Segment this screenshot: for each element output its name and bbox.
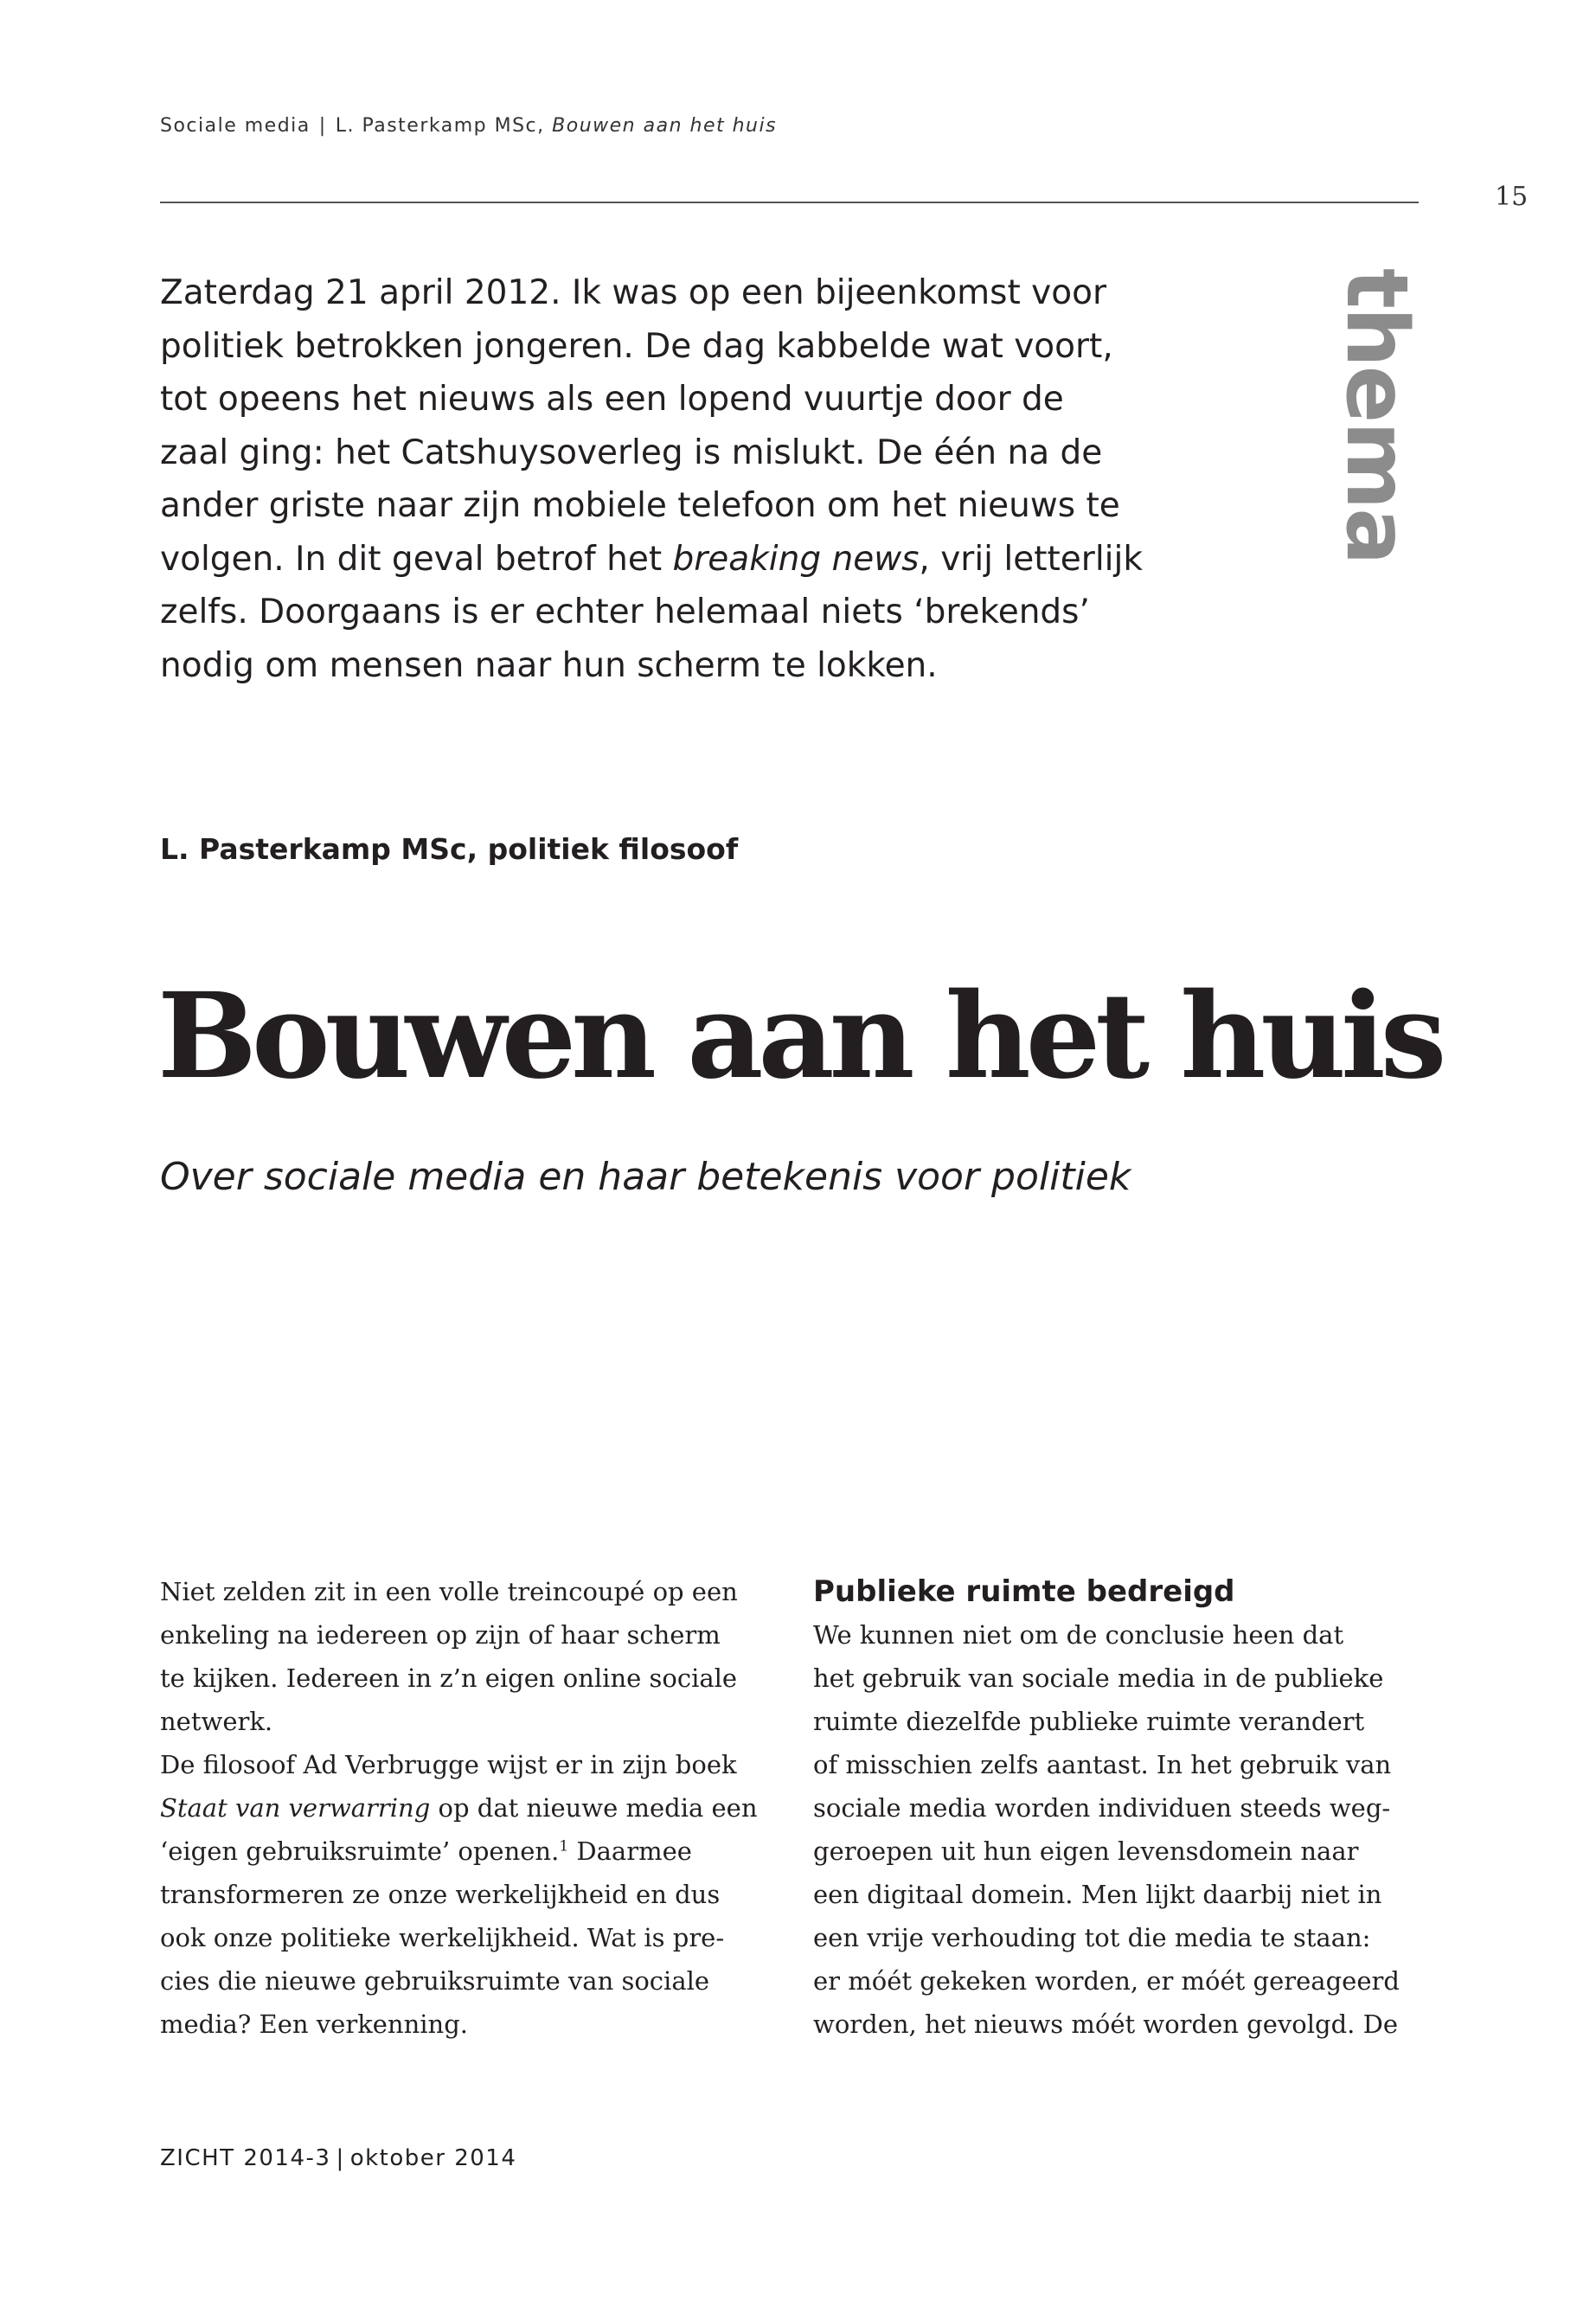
body-line: te kijken. Iedereen in z’n eigen online sociale xyxy=(160,1663,738,1693)
body-line: worden, het nieuws móét worden gevolgd. De xyxy=(813,2009,1398,2039)
intro-line: ander griste naar zijn mobiele telefoon om het nieuws te xyxy=(160,486,1120,525)
intro-line: politiek betrokken jongeren. De dag kabbelde wat voort, xyxy=(160,326,1113,366)
body-text: op dat nieuwe media een xyxy=(430,1793,758,1823)
running-head-author: L. Pasterkamp MSc, xyxy=(335,115,545,137)
body-line: ruimte diezelfde publieke ruimte verandert xyxy=(813,1707,1365,1736)
intro-text: , vrij letterlijk xyxy=(919,539,1143,579)
intro-line: nodig om mensen naar hun scherm te lokken. xyxy=(160,645,938,685)
intro-line: zaal ging: het Catshuysoverleg is mislukt. De één na de xyxy=(160,433,1103,472)
body-line: cies die nieuwe gebruiksruimte van sociale xyxy=(160,1966,710,1996)
body-line: ook onze politieke werkelijkheid. Wat is pre- xyxy=(160,1923,725,1952)
body-line: media? Een verkenning. xyxy=(160,2009,469,2039)
running-head-title: Bouwen aan het huis xyxy=(552,115,778,137)
intro-line xyxy=(160,533,1143,586)
footer-separator: | xyxy=(336,2145,345,2171)
footer-date: oktober 2014 xyxy=(349,2145,517,2171)
footer-publication: ZICHT 2014-3 xyxy=(160,2145,331,2171)
body-line: geroepen uit hun eigen levensdomein naar xyxy=(813,1836,1359,1866)
body-line: een digitaal domein. Men lijkt daarbij niet in xyxy=(813,1880,1382,1909)
body-line xyxy=(160,1830,766,1873)
body-line: transformeren ze onze werkelijkheid en dus xyxy=(160,1880,721,1909)
body-line: het gebruik van sociale media in de publieke xyxy=(813,1663,1384,1693)
body-line: We kunnen niet om de conclusie heen dat xyxy=(813,1620,1344,1650)
page-footer xyxy=(160,2145,516,2171)
running-head-separator: | xyxy=(318,115,327,137)
intro-line: tot opeens het nieuws als een lopend vuurtje door de xyxy=(160,380,1064,419)
body-line: netwerk. xyxy=(160,1707,273,1736)
intro-text: volgen. In dit geval betrof het xyxy=(160,539,673,579)
intro-paragraph xyxy=(160,266,1143,692)
intro-line: zelfs. Doorgaans is er echter helemaal niets ‘brekends’ xyxy=(160,593,1090,631)
running-head-section: Sociale media xyxy=(160,115,311,137)
section-heading: Publieke ruimte bedreigd xyxy=(813,1574,1235,1609)
body-line: een vrije verhouding tot die media te staan: xyxy=(813,1923,1371,1952)
body-line: er móét gekeken worden, er móét gereageerd xyxy=(813,1966,1400,1996)
footnote-marker[interactable]: 1 xyxy=(559,1837,569,1856)
body-line: Niet zelden zit in een volle treincoupé op een xyxy=(160,1577,738,1606)
article-title: Bouwen aan het huis xyxy=(157,967,1442,1106)
book-title: Staat van verwarring xyxy=(160,1793,431,1823)
intro-line: Zaterdag 21 april 2012. Ik was op een bijeenkomst voor xyxy=(160,273,1107,312)
page-number: 15 xyxy=(1495,182,1529,212)
byline: L. Pasterkamp MSc, politiek filosoof xyxy=(160,832,739,866)
body-line: sociale media worden individuen steeds weg- xyxy=(813,1793,1391,1823)
running-head xyxy=(160,115,777,137)
header-rule xyxy=(160,202,1419,203)
body-line: De filosoof Ad Verbrugge wijst er in zijn boek xyxy=(160,1750,737,1779)
article-subtitle: Over sociale media en haar betekenis voor politiek xyxy=(160,1155,1131,1199)
body-text: Daarmee xyxy=(568,1836,692,1866)
side-label-thema: thema xyxy=(1327,268,1426,564)
left-column xyxy=(160,1570,766,2046)
body-line: enkeling na iedereen op zijn of haar scherm xyxy=(160,1620,721,1650)
right-column xyxy=(813,1570,1419,2046)
intro-emphasis: breaking news xyxy=(672,539,920,579)
body-text: ‘eigen gebruiksruimte’ openen. xyxy=(160,1836,560,1866)
body-line xyxy=(160,1786,766,1830)
body-line: of misschien zelfs aantast. In het gebruik van xyxy=(813,1750,1392,1779)
